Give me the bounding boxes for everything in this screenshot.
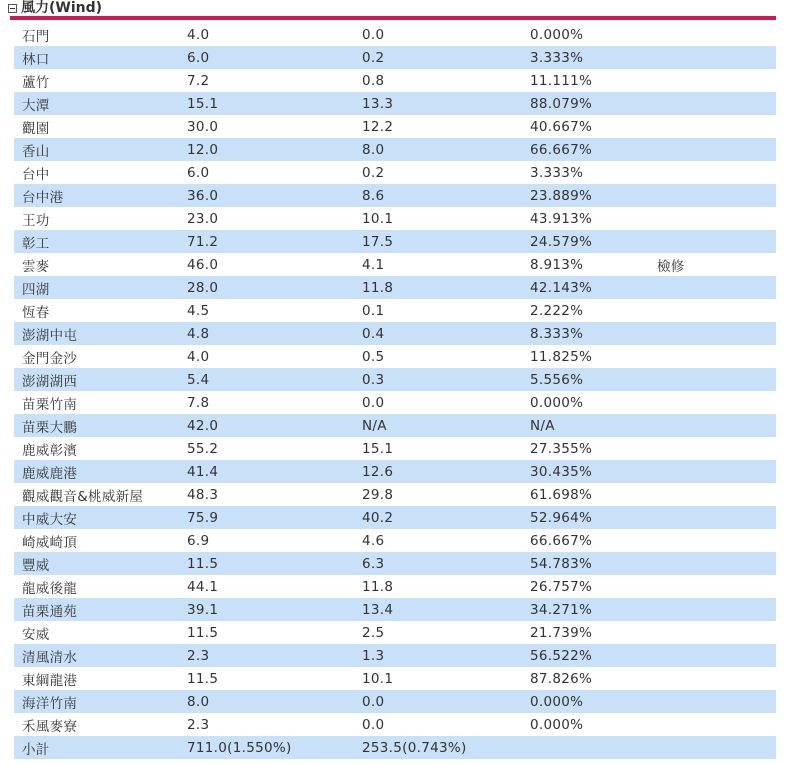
capacity-ratio-cell: 87.826%: [530, 670, 593, 687]
installed-capacity-cell: 36.0: [187, 187, 219, 204]
net-generation-cell: 11.8: [362, 578, 394, 595]
installed-capacity-cell: 15.1: [187, 95, 219, 112]
installed-capacity-cell: 6.0: [187, 49, 210, 66]
unit-name-cell: 龍威後龍: [22, 580, 78, 597]
net-generation-cell: 12.2: [362, 118, 394, 135]
installed-capacity-cell: 46.0: [187, 256, 219, 273]
unit-name-cell: 禾風麥寮: [22, 718, 78, 735]
unit-name-cell: 苗栗竹南: [22, 396, 78, 413]
remark-cell: 檢修: [657, 258, 685, 275]
installed-capacity-cell: 7.8: [187, 394, 210, 411]
capacity-ratio-cell: 40.667%: [530, 118, 593, 135]
unit-name-cell: 東綱龍港: [22, 672, 78, 689]
net-generation-cell: 0.2: [362, 49, 385, 66]
unit-name-cell: 澎湖中屯: [22, 327, 78, 344]
unit-name-cell: 澎湖湖西: [22, 373, 78, 390]
table-row: [14, 460, 776, 483]
net-generation-cell: 10.1: [362, 210, 394, 227]
table-row: [14, 644, 776, 667]
title-divider: [10, 16, 776, 20]
installed-capacity-cell: 6.9: [187, 532, 210, 549]
net-generation-cell: 4.1: [362, 256, 385, 273]
capacity-ratio-cell: 54.783%: [530, 555, 593, 572]
table-row: [14, 483, 776, 506]
unit-name-cell: 觀威觀音&桃威新屋: [22, 488, 144, 505]
installed-capacity-cell: 75.9: [187, 509, 219, 526]
unit-name-cell: 鹿威彰濱: [22, 442, 78, 459]
table-row: [14, 276, 776, 299]
capacity-ratio-cell: 11.825%: [530, 348, 593, 365]
capacity-ratio-cell: 0.000%: [530, 394, 584, 411]
unit-name-cell: 豐威: [22, 557, 50, 574]
unit-name-cell: 觀園: [22, 120, 50, 137]
capacity-ratio-cell: 3.333%: [530, 49, 584, 66]
installed-capacity-cell: 30.0: [187, 118, 219, 135]
capacity-ratio-cell: 66.667%: [530, 532, 593, 549]
installed-capacity-cell: 12.0: [187, 141, 219, 158]
net-generation-cell: 4.6: [362, 532, 385, 549]
unit-name-cell: 金門金沙: [22, 350, 78, 367]
net-generation-cell: 12.6: [362, 463, 394, 480]
table-row: [14, 575, 776, 598]
unit-name-cell: 四湖: [22, 281, 50, 298]
net-generation-cell: 1.3: [362, 647, 385, 664]
table-row: [14, 598, 776, 621]
table-row: [14, 23, 776, 46]
installed-capacity-cell: 44.1: [187, 578, 219, 595]
capacity-ratio-cell: 30.435%: [530, 463, 593, 480]
table-row: [14, 69, 776, 92]
unit-name-cell: 林口: [22, 51, 50, 68]
subtotal-row: [14, 736, 776, 759]
installed-capacity-cell: 8.0: [187, 693, 210, 710]
table-row: [14, 437, 776, 460]
net-generation-cell: 0.0: [362, 716, 385, 733]
installed-capacity-cell: 7.2: [187, 72, 210, 89]
unit-name-cell: 安威: [22, 626, 50, 643]
net-generation-cell: 0.1: [362, 302, 385, 319]
table-row: [14, 115, 776, 138]
installed-capacity-cell: 6.0: [187, 164, 210, 181]
installed-capacity-cell: 2.3: [187, 647, 210, 664]
net-generation-cell: 13.3: [362, 95, 394, 112]
installed-capacity-cell: 4.0: [187, 26, 210, 43]
table-row: [14, 345, 776, 368]
table-row: [14, 713, 776, 736]
capacity-ratio-cell: 0.000%: [530, 716, 584, 733]
installed-capacity-cell: 23.0: [187, 210, 219, 227]
unit-name-cell: 大潭: [22, 97, 50, 114]
collapse-toggle-icon[interactable]: [8, 4, 17, 13]
net-generation-cell: 17.5: [362, 233, 394, 250]
unit-name-cell: 蘆竹: [22, 74, 50, 91]
installed-capacity-cell: 11.5: [187, 555, 219, 572]
net-generation-cell: 29.8: [362, 486, 394, 503]
capacity-ratio-cell: 61.698%: [530, 486, 593, 503]
installed-capacity-cell: 4.5: [187, 302, 210, 319]
net-generation-cell: N/A: [362, 417, 387, 434]
capacity-ratio-cell: 88.079%: [530, 95, 593, 112]
unit-name-cell: 恆春: [22, 304, 50, 321]
table-row: [14, 529, 776, 552]
table-row: [14, 552, 776, 575]
table-row: [14, 414, 776, 437]
installed-capacity-cell: 48.3: [187, 486, 219, 503]
wind-power-table: [14, 23, 776, 759]
table-row: [14, 667, 776, 690]
table-row: [14, 46, 776, 69]
capacity-ratio-cell: 8.333%: [530, 325, 584, 342]
unit-name-cell: 台中: [22, 166, 50, 183]
capacity-ratio-cell: 42.143%: [530, 279, 593, 296]
net-generation-cell: 10.1: [362, 670, 394, 687]
installed-capacity-cell: 11.5: [187, 670, 219, 687]
unit-name-cell: 石門: [22, 28, 50, 45]
installed-capacity-cell: 4.0: [187, 348, 210, 365]
net-generation-cell: 0.3: [362, 371, 385, 388]
capacity-ratio-cell: 11.111%: [530, 72, 593, 89]
installed-capacity-cell: 42.0: [187, 417, 219, 434]
unit-name-cell: 台中港: [22, 189, 64, 206]
capacity-ratio-cell: 23.889%: [530, 187, 593, 204]
unit-name-cell: 雲麥: [22, 258, 50, 275]
table-row: [14, 161, 776, 184]
net-generation-cell: 8.6: [362, 187, 385, 204]
net-generation-cell: 11.8: [362, 279, 394, 296]
table-row: [14, 230, 776, 253]
net-generation-cell: 8.0: [362, 141, 385, 158]
net-generation-cell: 13.4: [362, 601, 394, 618]
table-row: [14, 506, 776, 529]
capacity-ratio-cell: 2.222%: [530, 302, 584, 319]
unit-name-cell: 崎威崎頂: [22, 534, 78, 551]
table-row: [14, 92, 776, 115]
installed-capacity-cell: 39.1: [187, 601, 219, 618]
unit-name-cell: 王功: [22, 212, 50, 229]
capacity-ratio-cell: 27.355%: [530, 440, 593, 457]
table-row: [14, 391, 776, 414]
table-row: [14, 621, 776, 644]
table-row: [14, 368, 776, 391]
capacity-ratio-cell: N/A: [530, 417, 555, 434]
net-generation-cell: 0.4: [362, 325, 385, 342]
installed-capacity-cell: 711.0(1.550%): [187, 739, 292, 756]
capacity-ratio-cell: 8.913%: [530, 256, 584, 273]
table-row: [14, 690, 776, 713]
unit-name-cell: 海洋竹南: [22, 695, 78, 712]
net-generation-cell: 6.3: [362, 555, 385, 572]
net-generation-cell: 15.1: [362, 440, 394, 457]
capacity-ratio-cell: 34.271%: [530, 601, 593, 618]
installed-capacity-cell: 2.3: [187, 716, 210, 733]
capacity-ratio-cell: 66.667%: [530, 141, 593, 158]
net-generation-cell: 40.2: [362, 509, 394, 526]
capacity-ratio-cell: 26.757%: [530, 578, 593, 595]
capacity-ratio-cell: 24.579%: [530, 233, 593, 250]
capacity-ratio-cell: 52.964%: [530, 509, 593, 526]
capacity-ratio-cell: 43.913%: [530, 210, 593, 227]
installed-capacity-cell: 4.8: [187, 325, 210, 342]
net-generation-cell: 0.5: [362, 348, 385, 365]
table-row: [14, 322, 776, 345]
net-generation-cell: 0.0: [362, 693, 385, 710]
unit-name-cell: 小計: [22, 741, 50, 758]
net-generation-cell: 253.5(0.743%): [362, 739, 467, 756]
net-generation-cell: 0.0: [362, 26, 385, 43]
capacity-ratio-cell: 0.000%: [530, 26, 584, 43]
net-generation-cell: 2.5: [362, 624, 385, 641]
section-title: 風力(Wind): [21, 0, 103, 16]
section-header: [8, 0, 102, 16]
table-row: [14, 299, 776, 322]
net-generation-cell: 0.0: [362, 394, 385, 411]
installed-capacity-cell: 11.5: [187, 624, 219, 641]
capacity-ratio-cell: 0.000%: [530, 693, 584, 710]
installed-capacity-cell: 41.4: [187, 463, 219, 480]
capacity-ratio-cell: 56.522%: [530, 647, 593, 664]
table-row: [14, 253, 776, 276]
table-row: [14, 184, 776, 207]
installed-capacity-cell: 71.2: [187, 233, 219, 250]
capacity-ratio-cell: 21.739%: [530, 624, 593, 641]
installed-capacity-cell: 28.0: [187, 279, 219, 296]
table-row: [14, 138, 776, 161]
installed-capacity-cell: 55.2: [187, 440, 219, 457]
unit-name-cell: 清風清水: [22, 649, 78, 666]
unit-name-cell: 苗栗通苑: [22, 603, 78, 620]
net-generation-cell: 0.2: [362, 164, 385, 181]
table-row: [14, 207, 776, 230]
unit-name-cell: 苗栗大鵬: [22, 419, 78, 436]
capacity-ratio-cell: 5.556%: [530, 371, 584, 388]
unit-name-cell: 彰工: [22, 235, 50, 252]
net-generation-cell: 0.8: [362, 72, 385, 89]
unit-name-cell: 香山: [22, 143, 50, 160]
unit-name-cell: 中威大安: [22, 511, 78, 528]
installed-capacity-cell: 5.4: [187, 371, 210, 388]
unit-name-cell: 鹿威鹿港: [22, 465, 78, 482]
capacity-ratio-cell: 3.333%: [530, 164, 584, 181]
